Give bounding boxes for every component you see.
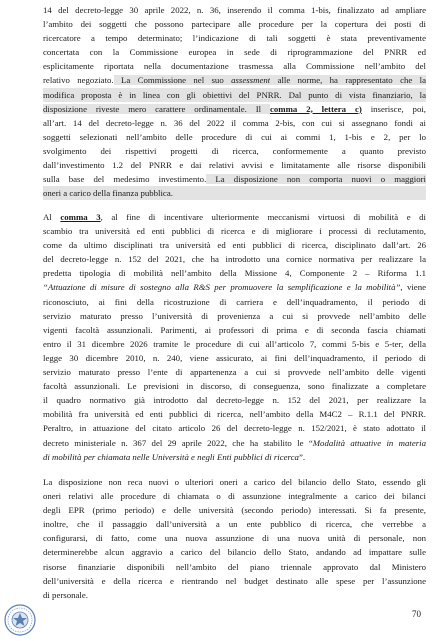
text-line: all’art. 14 del decreto-legge n. 36 del 2022 il comma 2-bis, con cui si assegnano fondi ai — [43, 117, 426, 128]
text-line: modifica proposta è in linea con gli obiettivi del PNRR. Dal punto di vista finanziario, la — [43, 88, 426, 102]
text-line: di personale. — [43, 589, 88, 600]
text-line: scambio tra università ed enti pubblici di ricerca e di migliorare i processi di reclutamento, — [43, 226, 426, 237]
text-line: vigenti facoltà assunzionali. Parimenti, ai professori di prima e di seconda fascia chiamati — [43, 324, 426, 335]
text-line: inoltre, che il passaggio dall’università a un ente pubblico di ricerca, che verrebbe a — [43, 519, 426, 530]
emblem-seal-icon — [4, 604, 36, 636]
text-line: servizio maturato presso l’università di provenienza a cui si provvede nell’ambito delle — [43, 310, 426, 321]
text-line: relativo negoziato. La Commissione nel suo assessment alle norme, ha rappresentato che la — [43, 75, 426, 86]
text-line: facoltà assunzionali. Le previsioni in discorso, di conseguenza, sono finalizzate a completare — [43, 381, 426, 392]
text-line: servizio maturato presso l’ente di appartenenza a cui si provvede nell’ambito delle vigenti — [43, 367, 426, 378]
text-line: come da ultimo disciplinati tra università ed enti pubblici di ricerca, disciplinato dall’art. 26 — [43, 240, 426, 251]
text-line: determinerebbe alcun aggravio a carico del bilancio dello Stato, andando ad impattare sulle — [43, 547, 426, 558]
text-line: Al comma 3, al fine di incentivare ulteriormente meccanismi virtuosi di mobilità e di — [43, 212, 426, 222]
text-line: svolgimento dei rispettivi progetti di ricerca, conformemente a quanto previsto — [43, 145, 426, 156]
text-line: ricercatore a tempo determinato; l’indicazione di tali soggetti è stata preventivamente — [43, 33, 426, 44]
text-line: sulla base del medesimo investimento. La disposizione non comporta nuovi o maggiori — [43, 174, 426, 185]
text-line: oneri relativi alle procedure di chiamata o di assunzione integralmente a carico dei bilanci — [43, 491, 426, 502]
paragraph-oneri — [43, 475, 426, 602]
text-line: disposizione riveste mero carattere ordinamentale. Il comma 2, lettera c) inserisce, poi, — [43, 103, 426, 114]
text-line: mobilità fra università ed enti pubblici di ricerca, nell’ambito della M4C2 – R.1.1 del PNRR. — [43, 409, 426, 420]
text-line: esplicitamente riportata nella documentazione trasmessa alla Commissione nell’ambito del — [43, 61, 426, 72]
text-line: dell’università e della ricerca e rientrando nel budget destinato alle spese per l’assunzione — [43, 575, 426, 586]
paragraph-comma-2 — [43, 3, 426, 200]
text-line: oneri a carico della finanza pubblica. — [43, 186, 426, 200]
text-line: l’ambito dei soggetti che possono partecipare alle procedure per la copertura dei posti di — [43, 19, 426, 30]
page-number: 70 — [412, 609, 421, 619]
text-line: dall’investimento 1.2 del PNRR e dai relativi avvisi e limitatamente alle risorse disponibili — [43, 160, 426, 171]
text-line: degli EPR (primo periodo) e delle università (secondo periodo) interessati. Si fa presente, — [43, 505, 426, 516]
text-line: del decreto-legge n. 152 del 2021, che ha introdotto una cornice normativa per realizzare la — [43, 254, 426, 265]
text-line: il quadro normativo già introdotto dal decreto-legge n. 152 del 2021, per realizzare la — [43, 395, 426, 406]
paragraph-comma-3 — [43, 210, 426, 464]
text-line: soggetti selezionati nell’ambito delle procedure di cui ai commi 1, 1-bis e 2, per lo — [43, 131, 426, 142]
text-line: entro il 31 dicembre 2026 tramite le procedure di cui all’articolo 7, commi 5-bis e 5-ter, della — [43, 338, 426, 349]
text-line: 14 del decreto-legge 30 aprile 2022, n. 36, inserendo il comma 1-bis, finalizzato ad ampliare — [43, 5, 426, 15]
text-line: configurarsi, di fatto, come una nuova assunzione di una nuova unità di personale, non — [43, 533, 426, 544]
text-line: legge 30 dicembre 2010, n. 240, viene assicurato, ai fini dell’inquadramento, il periodo di — [43, 352, 426, 363]
text-line: decreto ministeriale n. 367 del 29 aprile 2022, che ha stabilito le “Modalità attuative in materia — [43, 437, 426, 448]
text-line: “Attuazione di misure di sostegno alla R&S per promuovere la semplificazione e la mobilità”, viene — [43, 282, 426, 293]
text-line: riconosciuto, ai fini della ricostruzione di carriera e dell’inquadramento, il periodo di — [43, 296, 426, 307]
text-line: La disposizione non reca nuovi o ulteriori oneri a carico del bilancio dello Stato, essendo gli — [43, 477, 426, 487]
text-line: concertata con la Commissione europea in sede di riprogrammazione del PNRR ed — [43, 47, 426, 58]
text-line: predetta tipologia di mobilità nell’ambito della Missione 4, Componente 2 – Riforma 1.1 — [43, 268, 426, 279]
text-line: risorse finanziarie disponibili nell’ambito del piano triennale approvato dal Ministero — [43, 561, 426, 572]
text-line: di mobilità per chiamata nelle Università e negli Enti pubblici di ricerca”. — [43, 451, 306, 462]
text-line: Peraltro, in attuazione del citato articolo 26 del decreto-legge n. 152/2021, è stato adottato il — [43, 423, 426, 434]
